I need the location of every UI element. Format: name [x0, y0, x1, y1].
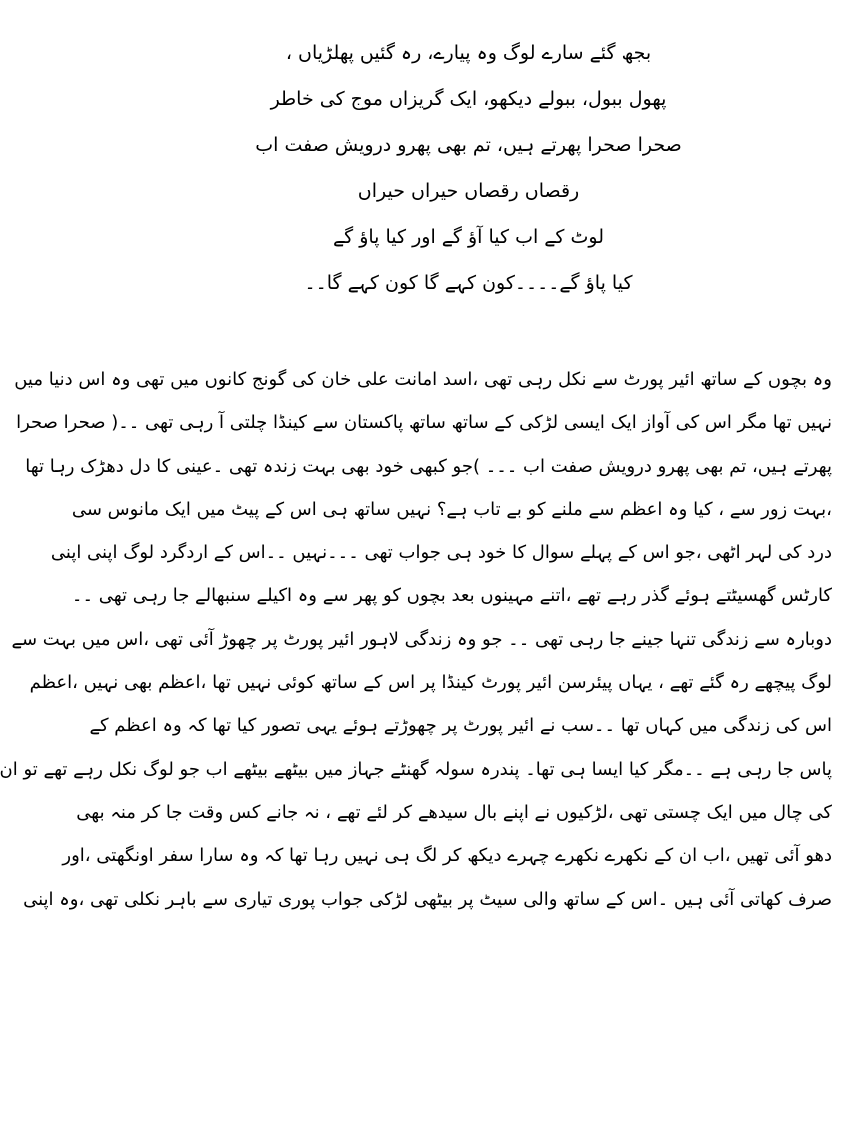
prose-paragraph [0, 358, 832, 921]
prose-line: وہ بچوں کے ساتھ ائیر پورٹ سے نکل رہی تھی ،اسد امانت علی خان کی گونج کانوں میں تھی وہ اس دنیا میں [14, 369, 832, 390]
poem-line: کیا پاؤ گے۔۔۔۔کون کہے گا کون کہے گا۔۔ [304, 272, 633, 294]
poem-line: بجھ گئے سارے لوگ وہ پیارے، رہ گئیں پھلڑیاں ، [285, 42, 652, 64]
prose-line: پھرتے ہیں، تم بھی پھرو درویش صفت اب ۔۔۔ )جو کبھی خود بھی بہت زندہ تھی ۔عینی کا دل دھڑک رہا تھا [25, 455, 832, 477]
prose-line: دوبارہ سے زندگی تنہا جینے جا رہی تھی ۔۔ جو وہ زندگی لاہور ائیر پورٹ پر چھوڑ آئی تھی ،اس میں بہت سے [11, 628, 832, 650]
prose-line: اس کی زندگی میں کہاں تھا ۔۔سب نے ائیر پورٹ پر چھوڑتے ہوئے یہی تصور کیا تھا کہ وہ اعظم کے [89, 715, 832, 737]
poem-stanza [72, 30, 865, 306]
prose-line: پاس جا رہی ہے ۔۔مگر کیا ایسا ہی تھا۔ پندرہ سولہ گھنٹے جہاز میں بیٹھے بیٹھے اب جو لوگ نکل رہے تھے تو ان [0, 758, 832, 780]
prose-line: درد کی لہر اٹھی ،جو اس کے پہلے سوال کا خود ہی جواب تھی ۔۔۔نہیں ۔۔اس کے اردگرد لوگ اپنی اپنی [50, 542, 832, 564]
prose-line: کارٹس گھسیٹتے ہوئے گذر رہے تھے ،اتنے مہینوں بعد بچوں کو پھر سے وہ اکیلے سنبھالے جا رہی تھی ۔۔ [71, 585, 832, 607]
prose-line: ،بہت زور سے ، کیا وہ اعظم سے ملنے کو بے تاب ہے؟ نہیں ساتھ ہی اس کے پیٹ میں ایک مانوس سی [71, 498, 832, 520]
poem-line: پھول ببول، ببولے دیکھو، ایک گریزاں موج کی خاطر [270, 88, 667, 110]
prose-line: دھو آئی تھیں ،اب ان کے نکھرے نکھرے چہرے دیکھ کر لگ ہی نہیں رہا تھا کہ وہ سارا سفر اونگھتی ،اور [62, 845, 832, 867]
prose-line: صرف کھاتی آئی ہیں ۔اس کے ساتھ والی سیٹ پر بیٹھی لڑکی جواب پوری تیاری سے باہر نکلی تھی ،وہ اپنی [23, 888, 832, 910]
prose-line: نہیں تھا مگر اس کی آواز ایک ایسی لڑکی کے ساتھ ساتھ پاکستان سے کینڈا چلتی آ رہی تھی ۔۔( صحرا صحرا [16, 412, 832, 434]
poem-line: صحرا صحرا پھرتے ہیں، تم بھی پھرو درویش صفت اب [255, 134, 682, 156]
poem-line: رقصاں رقصاں حیراں حیراں [357, 180, 580, 202]
prose-line: لوگ پیچھے رہ گئے تھے ، یہاں پیئرسن ائیر پورٹ کینڈا پر اس کے ساتھ کوئی نہیں تھا ،اعظم بھی نہیں ،اعظم [29, 672, 832, 694]
poem-line: لوٹ کے اب کیا آؤ گے اور کیا پاؤ گے [332, 226, 605, 248]
prose-line: کی چال میں ایک چستی تھی ،لڑکیوں نے اپنے بال سیدھے کر لئے تھے ، نہ جانے کس وقت جا کر منہ بھی [76, 801, 832, 823]
